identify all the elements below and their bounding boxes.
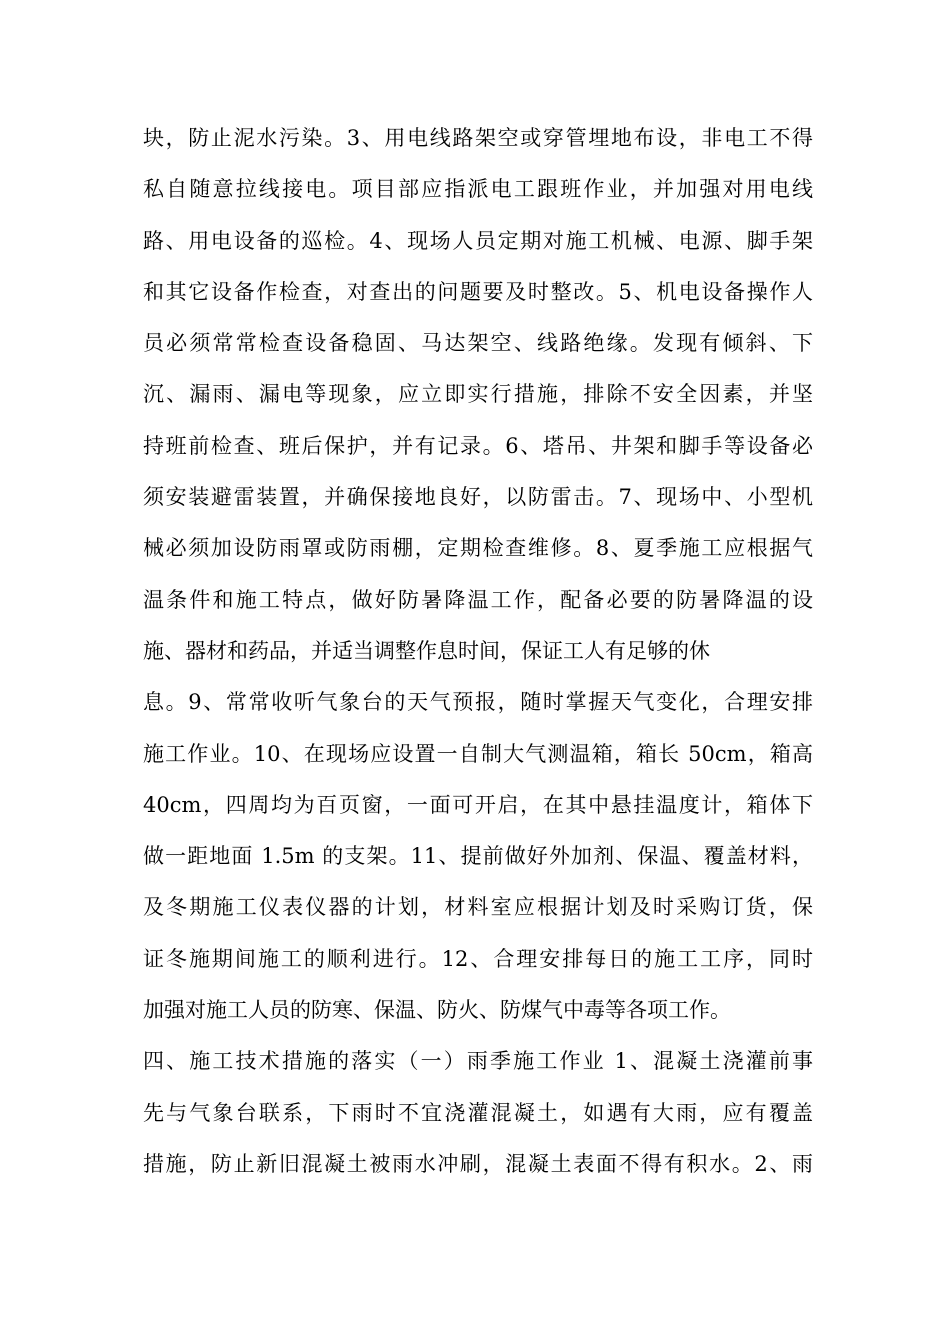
text-line: 加强对施工人员的防寒、保温、防火、防煤气中毒等各项工作。 (143, 998, 731, 1023)
body-text (143, 118, 813, 1195)
text-line: 先与气象台联系，下雨时不宜浇灌混凝土，如遇有大雨，应有覆盖 (143, 1100, 813, 1125)
text-line: 械必须加设防雨罩或防雨棚，定期检查维修。8、夏季施工应根据气 (143, 536, 813, 561)
text-line: 40cm，四周均为百页窗，一面可开启，在其中悬挂温度计，箱体下 (143, 792, 813, 817)
text-line: 私自随意拉线接电。项目部应指派电工跟班作业，并加强对用电线 (143, 177, 813, 202)
text-line: 和其它设备作检查，对查出的问题要及时整改。5、机电设备操作人 (143, 279, 813, 304)
text-line: 持班前检查、班后保护，并有记录。6、塔吊、井架和脚手等设备必 (143, 433, 813, 458)
text-line: 施工作业。10、在现场应设置一自制大气测温箱，箱长 50cm，箱高 (143, 741, 813, 766)
text-line: 路、用电设备的巡检。4、现场人员定期对施工机械、电源、脚手架 (143, 228, 813, 253)
text-line: 须安装避雷装置，并确保接地良好，以防雷击。7、现场中、小型机 (143, 485, 813, 510)
text-line: 做一距地面 1.5m 的支架。11、提前做好外加剂、保温、覆盖材料， (143, 844, 813, 869)
text-line: 施、器材和药品，并适当调整作息时间，保证工人有足够的休 (143, 638, 710, 663)
text-line: 措施，防止新旧混凝土被雨水冲刷，混凝土表面不得有积水。2、雨 (143, 1151, 813, 1176)
text-line: 块，防止泥水污染。3、用电线路架空或穿管埋地布设，非电工不得 (143, 126, 813, 150)
text-line: 息。9、常常收听气象台的天气预报，随时掌握天气变化，合理安排 (143, 690, 813, 715)
text-line: 四、施工技术措施的落实（一）雨季施工作业 1、混凝土浇灌前事 (143, 1049, 813, 1074)
text-line: 及冬期施工仪表仪器的计划，材料室应根据计划及时采购订货，保 (143, 895, 813, 920)
text-line: 员必须常常检查设备稳固、马达架空、线路绝缘。发现有倾斜、下 (143, 331, 813, 356)
text-line: 温条件和施工特点，做好防暑降温工作，配备必要的防暑降温的设 (143, 587, 813, 612)
text-line: 沉、漏雨、漏电等现象，应立即实行措施，排除不安全因素，并坚 (143, 382, 813, 407)
text-line: 证冬施期间施工的顺利进行。12、合理安排每日的施工工序，同时 (143, 946, 813, 971)
